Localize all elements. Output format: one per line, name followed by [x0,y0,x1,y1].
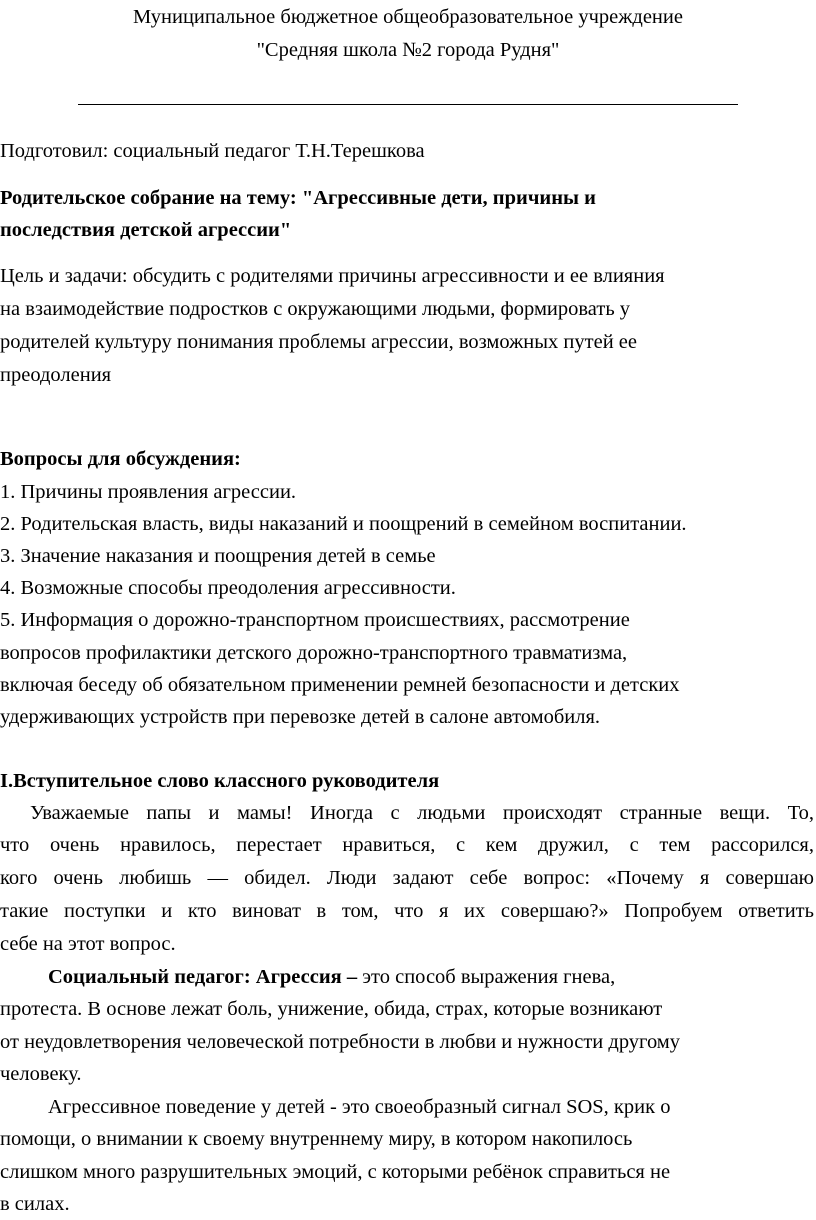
meeting-title-line2: последствия детской агрессии" [0,219,292,241]
author-line: Подготовил: социальный педагог Т.Н.Терешкова [0,140,425,162]
social-pedagogue-line1 [48,967,615,988]
question-item-5-line4: удерживающих устройств при перевозке детей в салоне автомобиля. [0,706,601,728]
social-pedagogue-line4: человеку. [0,1063,82,1085]
question-item-5-line3: включая беседу об обязательном применении ремней безопасности и детских [0,674,680,696]
aggression-paragraph-line3: слишком много разрушительных эмоций, с которыми ребёнок справиться не [0,1161,671,1183]
question-item-2: 2. Родительская власть, виды наказаний и поощрений в семейном воспитании. [0,513,687,535]
goals-line2: на взаимодействие подростков с окружающими людьми, формировать у [0,298,631,320]
aggression-paragraph-line4: в силах. [0,1193,70,1215]
meeting-title-line1: Родительское собрание на тему: "Агрессивные дети, причины и [0,187,596,209]
org-name-line1: Муниципальное бюджетное общеобразовательное учреждение [133,6,683,28]
intro-paragraph-line1: Уважаемые папы и мамы! Иногда с людьми происходят странные вещи. То, [30,802,814,824]
goals-line3: родителей культуру понимания проблемы агрессии, возможных путей ее [0,331,638,353]
intro-paragraph-line3: кого очень любишь — обидел. Люди задают себе вопрос: «Почему я совершаю [0,867,814,889]
question-item-1: 1. Причины проявления агрессии. [0,481,297,503]
social-pedagogue-line2: протеста. В основе лежат боль, унижение, обида, страх, которые возникают [0,998,663,1020]
intro-paragraph-line5: себе на этот вопрос. [0,933,176,955]
question-item-4: 4. Возможные способы преодоления агрессивности. [0,577,456,599]
definition-text: это способ выражения гнева, [357,966,616,988]
section-heading: I.Вступительное слово классного руководителя [0,770,440,792]
question-item-5-line1: 5. Информация о дорожно-транспортном происшествиях, рассмотрение [0,609,630,631]
question-item-5-line2: вопросов профилактики детского дорожно-транспортного травматизма, [0,642,628,664]
aggression-paragraph-line2: помощи, о внимании к своему внутреннему миру, в котором накопилось [0,1128,633,1150]
aggression-paragraph-line1: Агрессивное поведение у детей - это своеобразный сигнал SOS, крик о [48,1096,671,1118]
questions-heading: Вопросы для обсуждения: [0,448,241,470]
social-pedagogue-line3: от неудовлетворения человеческой потребности в любви и нужности другому [0,1031,681,1053]
goals-line4: преодоления [0,364,112,386]
speaker-label: Социальный педагог: Агрессия – [48,966,358,988]
intro-paragraph-line4: такие поступки и кто виноват в том, что я их совершаю?» Попробуем ответить [0,900,814,922]
question-item-3: 3. Значение наказания и поощрения детей в семье [0,545,436,567]
org-name-line2: "Средняя школа №2 города Рудня" [256,39,560,61]
intro-paragraph-line2: что очень нравилось, перестает нравиться, с кем дружил, с тем рассорился, [0,834,814,856]
header-divider [78,104,738,105]
goals-line1: Цель и задачи: обсудить с родителями причины агрессивности и ее влияния [0,265,665,287]
